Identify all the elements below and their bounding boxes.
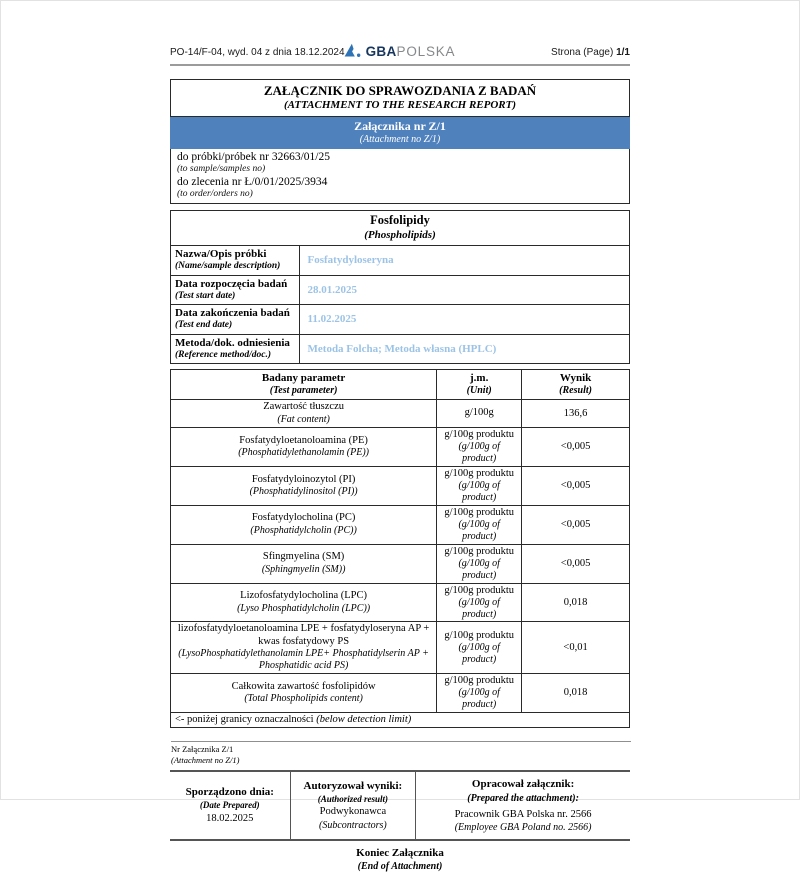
parameter-cell bbox=[171, 622, 437, 673]
parameter-cell bbox=[171, 505, 437, 544]
col-param-en: (Test parameter) bbox=[269, 385, 338, 397]
unit-pl: g/100g produktu bbox=[444, 467, 515, 479]
column-header-unit bbox=[437, 370, 522, 400]
info-value: Metoda Folcha; Metoda własna (HPLC) bbox=[299, 334, 629, 364]
sample-info-box bbox=[170, 149, 630, 204]
prepared-by-label-en: (Prepared the attachment): bbox=[467, 792, 579, 804]
phospholipids-info-table bbox=[170, 210, 630, 364]
parameter-name-en: (Phosphatidylinositol (PI)) bbox=[249, 485, 358, 497]
column-header-parameter bbox=[171, 370, 437, 400]
info-value: 11.02.2025 bbox=[299, 305, 629, 335]
unit-cell bbox=[437, 583, 522, 622]
info-label-cell bbox=[171, 334, 300, 364]
info-table-title-en: (Phospholipids) bbox=[364, 228, 436, 241]
column-header-result bbox=[522, 370, 630, 400]
col-result-pl: Wynik bbox=[559, 372, 592, 385]
attachment-title-box bbox=[170, 79, 630, 117]
info-label-pl: Metoda/dok. odniesienia bbox=[175, 336, 290, 349]
footer-attachment-number: Nr Załącznika Z/1 bbox=[171, 744, 234, 754]
parameter-cell bbox=[171, 400, 437, 427]
info-value: Fosfatydyloseryna bbox=[299, 245, 629, 275]
parameter-name-pl: Fosfatydyloetanoloamina (PE) bbox=[239, 434, 368, 446]
unit-en: (g/100g of product) bbox=[458, 596, 500, 620]
date-prepared-label-en: (Date Prepared) bbox=[199, 799, 260, 810]
unit-en: (g/100g of product) bbox=[458, 687, 500, 710]
info-row bbox=[171, 334, 630, 364]
unit-en: (g/100g of product) bbox=[458, 518, 500, 542]
result-row bbox=[171, 505, 630, 544]
title-english: (ATTACHMENT TO THE RESEARCH REPORT) bbox=[283, 99, 517, 112]
parameter-name-pl: Sfingmyelina (SM) bbox=[262, 551, 345, 563]
banner-english: (Attachment no Z/1) bbox=[359, 134, 441, 146]
prepared-by-value-en: (Employee GBA Poland no. 2566) bbox=[454, 821, 592, 833]
order-number: do zlecenia nr Ł/0/01/2025/3934 bbox=[177, 175, 328, 188]
parameter-name-en: (Phosphatidylethanolamin (PE)) bbox=[238, 446, 370, 458]
results-table bbox=[170, 369, 630, 728]
info-label-en: (Reference method/doc.) bbox=[175, 349, 272, 360]
parameter-name-en: (Total Phospholipids content) bbox=[244, 693, 363, 705]
parameter-name-pl: Fosfatydyloinozytol (PI) bbox=[251, 473, 356, 485]
info-value: 28.01.2025 bbox=[299, 275, 629, 305]
parameter-name-en: (Lyso Phosphatidylcholin (LPC)) bbox=[237, 602, 371, 614]
parameter-name-en: (Fat content) bbox=[277, 413, 330, 425]
unit-cell bbox=[437, 673, 522, 712]
footer-attachment-number-en: (Attachment no Z/1) bbox=[171, 754, 240, 765]
result-value: <0,01 bbox=[522, 622, 630, 673]
date-prepared-label: Sporządzono dnia: bbox=[185, 786, 274, 799]
result-row bbox=[171, 466, 630, 505]
col-result-en: (Result) bbox=[559, 385, 592, 397]
info-label-pl: Nazwa/Opis próbki bbox=[175, 247, 267, 260]
signature-block bbox=[170, 770, 630, 841]
info-table-title-pl: Fosfolipidy bbox=[370, 213, 430, 228]
signature-col-date bbox=[170, 772, 290, 839]
document-code: PO-14/F-04, wyd. 04 z dnia 18.12.2024 bbox=[170, 47, 345, 58]
result-row bbox=[171, 673, 630, 712]
authorized-label: Autoryzował wyniki: bbox=[303, 779, 403, 792]
page-number-label: Strona (Page) bbox=[551, 47, 617, 58]
parameter-cell bbox=[171, 673, 437, 712]
result-value: 136,6 bbox=[522, 400, 630, 427]
result-value: <0,005 bbox=[522, 466, 630, 505]
result-value: 0,018 bbox=[522, 583, 630, 622]
logo-text-polska: POLSKA bbox=[396, 43, 456, 59]
signature-col-prepared-by bbox=[415, 772, 630, 839]
parameter-cell bbox=[171, 466, 437, 505]
signature-col-authorized bbox=[290, 772, 416, 839]
info-row bbox=[171, 275, 630, 305]
result-row bbox=[171, 622, 630, 673]
col-param-pl: Badany parametr bbox=[261, 372, 346, 385]
parameter-name-pl: Całkowita zawartość fosfolipidów bbox=[231, 680, 376, 692]
unit-en: (g/100g of product) bbox=[458, 557, 500, 581]
col-unit-en: (Unit) bbox=[466, 385, 492, 397]
unit-cell bbox=[437, 544, 522, 583]
date-prepared-value: 18.02.2025 bbox=[206, 812, 254, 824]
prepared-by-value: Pracownik GBA Polska nr. 2566 bbox=[454, 808, 592, 820]
result-value: 0,018 bbox=[522, 673, 630, 712]
authorized-label-en: (Authorized result) bbox=[317, 793, 389, 804]
result-value: <0,005 bbox=[522, 544, 630, 583]
parameter-name-pl: lizofosfatydyloetanoloamina LPE + fosfatydyloseryna AP + kwas fosfatydowy PS bbox=[177, 623, 430, 647]
page-number-value: 1/1 bbox=[616, 47, 630, 58]
unit-en: (g/100g of product) bbox=[458, 479, 500, 503]
page-number bbox=[551, 47, 630, 58]
parameter-name-en: (LysoPhosphatidylethanolamin LPE+ Phosphatidylserin AP + Phosphatidic acid PS) bbox=[178, 648, 429, 672]
unit-cell bbox=[437, 400, 522, 427]
unit-cell bbox=[437, 622, 522, 673]
logo-text-gba: GBA bbox=[365, 43, 397, 59]
col-unit-pl: j.m. bbox=[470, 372, 489, 385]
header-rule bbox=[170, 64, 630, 66]
result-row bbox=[171, 544, 630, 583]
info-row bbox=[171, 245, 630, 275]
logo-triangle-icon bbox=[345, 43, 362, 59]
unit-cell bbox=[437, 505, 522, 544]
info-label-cell bbox=[171, 275, 300, 305]
result-value: <0,005 bbox=[522, 505, 630, 544]
prepared-by-label: Opracował załącznik: bbox=[471, 777, 575, 790]
info-label-cell bbox=[171, 305, 300, 335]
unit-pl: g/100g produktu bbox=[444, 545, 515, 557]
unit-cell bbox=[437, 427, 522, 466]
unit-pl: g/100g produktu bbox=[444, 428, 515, 440]
parameter-name-en: (Sphingmyelin (SM)) bbox=[261, 563, 346, 575]
unit-pl: g/100g produktu bbox=[444, 674, 515, 686]
detection-limit-note-row bbox=[171, 712, 630, 727]
detection-limit-note bbox=[171, 712, 630, 727]
info-label-en: (Test end date) bbox=[175, 320, 233, 331]
result-row bbox=[171, 583, 630, 622]
title-polish: ZAŁĄCZNIK DO SPRAWOZDANIA Z BADAŃ bbox=[263, 83, 537, 98]
gba-polska-logo bbox=[345, 43, 456, 59]
detection-limit-note-en: (below detection limit) bbox=[316, 713, 412, 725]
authorized-value-en: (Subcontractors) bbox=[318, 819, 387, 831]
detection-limit-note-pl: <- poniżej granicy oznaczalności bbox=[175, 713, 317, 725]
authorized-value: Podwykonawca bbox=[319, 806, 387, 818]
parameter-cell bbox=[171, 427, 437, 466]
result-value: <0,005 bbox=[522, 427, 630, 466]
parameter-name-pl: Lizofosfatydylocholina (LPC) bbox=[240, 590, 368, 602]
page-footer bbox=[171, 741, 631, 765]
end-of-attachment bbox=[170, 847, 630, 873]
info-label-pl: Data zakończenia badań bbox=[175, 307, 290, 320]
results-header-row bbox=[171, 370, 630, 400]
unit-cell bbox=[437, 466, 522, 505]
info-label-pl: Data rozpoczęcia badań bbox=[175, 277, 288, 290]
unit-pl: g/100g produktu bbox=[444, 629, 515, 641]
info-label-en: (Name/sample description) bbox=[175, 261, 281, 272]
result-row bbox=[171, 427, 630, 466]
order-number-en: (to order/orders no) bbox=[177, 188, 253, 199]
banner-polish: Załącznika nr Z/1 bbox=[354, 119, 446, 134]
unit-pl: g/100g bbox=[464, 407, 494, 419]
unit-pl: g/100g produktu bbox=[444, 584, 515, 596]
unit-en: (g/100g of product) bbox=[458, 441, 500, 464]
parameter-name-pl: Fosfatydylocholina (PC) bbox=[251, 512, 356, 524]
info-table-title bbox=[171, 211, 630, 246]
info-label-cell bbox=[171, 245, 300, 275]
unit-en: (g/100g of product) bbox=[458, 642, 500, 665]
info-label-en: (Test start date) bbox=[175, 290, 236, 301]
result-row bbox=[171, 400, 630, 427]
end-of-attachment-pl: Koniec Załącznika bbox=[356, 847, 444, 860]
info-row bbox=[171, 305, 630, 335]
parameter-cell bbox=[171, 544, 437, 583]
parameter-cell bbox=[171, 583, 437, 622]
end-of-attachment-en: (End of Attachment) bbox=[357, 860, 443, 872]
sample-number: do próbki/próbek nr 32663/01/25 bbox=[177, 150, 330, 163]
attachment-number-banner bbox=[170, 117, 630, 149]
parameter-name-en: (Phosphatidylcholin (PC)) bbox=[250, 524, 357, 536]
parameter-name-pl: Zawartość tłuszczu bbox=[263, 401, 344, 413]
sample-number-en: (to sample/samples no) bbox=[177, 164, 266, 175]
page-header bbox=[170, 39, 630, 59]
unit-pl: g/100g produktu bbox=[444, 506, 515, 518]
